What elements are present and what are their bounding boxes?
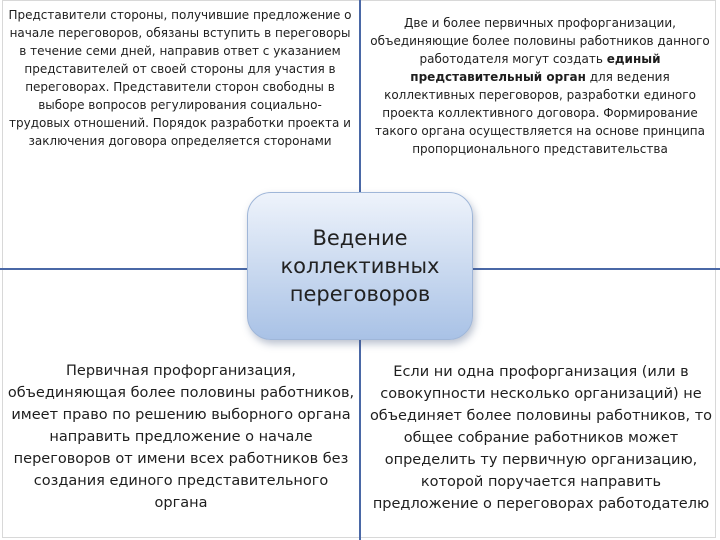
quadrant-bottom-right [366,352,716,524]
top-right-text-bold: единый представительный орган [410,52,661,84]
quadrant-top-right [366,14,714,174]
bottom-left-text: Первичная профорганизация, объединяющая более половины работников, имеет право по решению выборного органа направить предложение о начале переговоров от имени всех работников без создания единого представительного органа [7,363,355,511]
center-topic-box [247,192,473,340]
top-right-text [366,14,714,158]
quadrant-top-left [8,6,352,198]
top-right-text-before: Две и более первичных профорганизации, объединяющие более половины работников данного работодателя могут создать [370,16,710,66]
top-right-text-after: для ведения коллективных переговоров, разработки единого проекта коллективного договора. Формирование такого органа осуществляется на основе принципа пропорционального представительства [375,70,705,156]
top-left-text: Представители стороны, получившие предложение о начале переговоров, обязаны вступить в переговоры в течение семи дней, направив ответ с указанием представителей от своей стороны для участия в переговорах. Представители сторон свободны в выборе вопросов регулирования социально-трудовых отношений. Порядок разработки проекта и заключения договора определяется сторонами [8,8,352,148]
center-title: Ведение коллективных переговоров [280,226,440,306]
bottom-right-text: Если ни одна профорганизация (или в совокупности несколько организаций) не объединяет более половины работников, то общее собрание работников может определить ту первичную организацию, которой поручается направить предложение о переговорах работодателю [369,364,713,512]
quadrant-bottom-left [6,348,356,526]
